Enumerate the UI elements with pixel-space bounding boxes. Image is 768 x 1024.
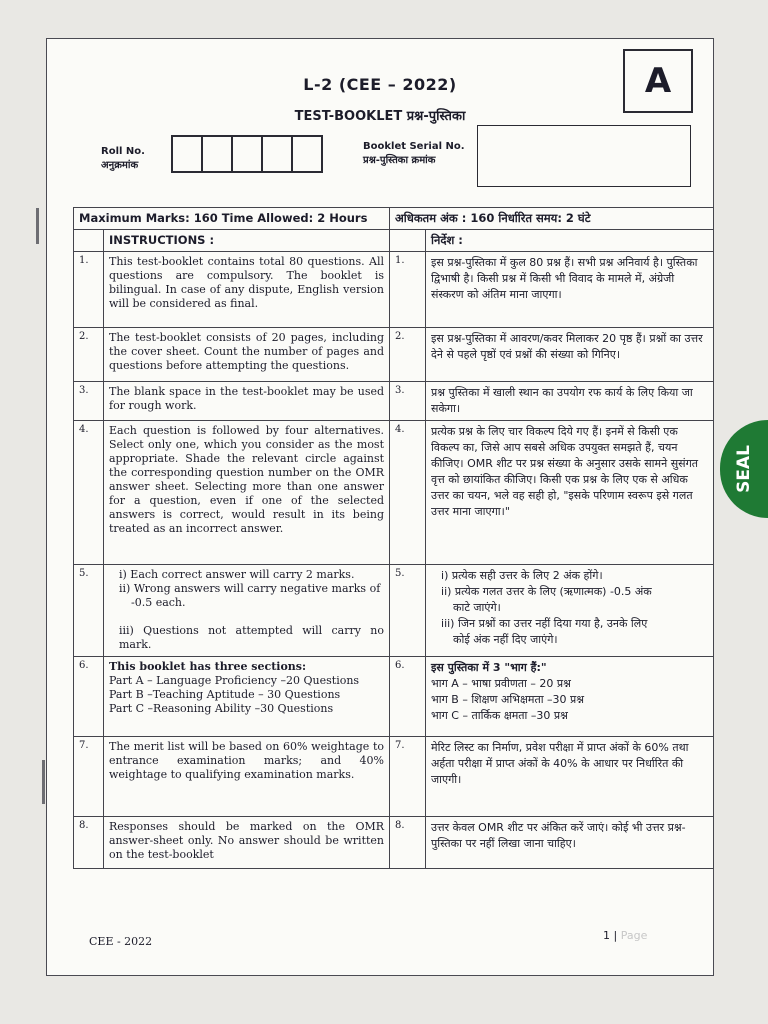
- marks-line: i) प्रत्येक सही उत्तर के लिए 2 अंक होंगे।: [441, 569, 603, 582]
- table-row: [74, 382, 714, 421]
- booklet-set-code: A: [623, 49, 693, 113]
- roll-number-boxes[interactable]: [171, 135, 321, 173]
- table-row: [74, 565, 714, 657]
- marks-line: i) Each correct answer will carry 2 marks.: [119, 568, 355, 581]
- row-number: 3.: [74, 382, 104, 421]
- serial-label-en: Booklet Serial No.: [363, 141, 465, 152]
- instruction-en: The blank space in the test-booklet may be used for rough work.: [104, 382, 390, 421]
- binding-mark: [36, 208, 39, 244]
- booklet-serial-label: [363, 140, 465, 168]
- instruction-en: This test-booklet contains total 80 questions. All questions are compulsory. The booklet is bilingual. In case of any dispute, English version will be considered as final.: [104, 252, 390, 328]
- table-heading-row: [74, 230, 714, 252]
- table-row: [74, 817, 714, 869]
- roll-number-label: [101, 145, 145, 173]
- instruction-hi: उत्तर केवल OMR शीट पर अंकित करें जाएं। कोई भी उत्तर प्रश्न-पुस्तिका पर नहीं लिखा जाना चाहिए।: [426, 817, 714, 869]
- marks-time-en: Maximum Marks: 160 Time Allowed: 2 Hours: [74, 208, 390, 230]
- table-row: [74, 328, 714, 382]
- section-line: Part B –Teaching Aptitude – 30 Questions: [109, 688, 341, 701]
- instruction-en: Responses should be marked on the OMR answer-sheet only. No answer should be written on the test-booklet: [104, 817, 390, 869]
- section-line: भाग A – भाषा प्रवीणता – 20 प्रश्न: [431, 677, 571, 690]
- row-number: 1.: [390, 252, 426, 328]
- section-line: Part C –Reasoning Ability –30 Questions: [109, 702, 334, 715]
- section-line: भाग C – तार्किक क्षमता –30 प्रश्न: [431, 709, 568, 722]
- instruction-hi: प्रत्येक प्रश्न के लिए चार विकल्प दिये गए हैं। इनमें से किसी एक विकल्प का, जिसे आप सबसे अधिक उपयुक्त समझते हैं, चयन कीजिए। OMR शीट पर प्रश्न संख्या के अनुसार उसके सामने सुसंगत वृत्त को छायांकित कीजिए। किसी एक प्रश्न के लिए एक से अधिक उत्तर का चयन, भले वह सही हो, "इसके परिणाम स्वरूप इसे गलत उत्तर माना जाएगा।": [426, 421, 714, 565]
- marks-line: ii) Wrong answers will carry negative marks of: [119, 582, 381, 595]
- section-line: Part A – Language Proficiency –20 Questions: [109, 674, 360, 687]
- marks-line: iii) Questions not attempted will carry no mark.: [119, 624, 385, 651]
- row-number: 4.: [74, 421, 104, 565]
- row-number: 2.: [74, 328, 104, 382]
- page-title: L-2 (CEE – 2022): [303, 75, 457, 94]
- table-row: [74, 421, 714, 565]
- row-number: 2.: [390, 328, 426, 382]
- row-number: 6.: [390, 657, 426, 737]
- instruction-en: [104, 657, 390, 737]
- marks-line: -0.5 each.: [131, 596, 186, 609]
- instruction-en: Each question is followed by four alternatives. Select only one, which you consider as the most appropriate. Shade the relevant circle against the corresponding question number on the OMR answer sheet. Selecting more than one answer for a question, even if one of the selected answers is correct, would result in its being treated as an incorrect answer.: [104, 421, 390, 565]
- instructions-heading-hi: निर्देश :: [426, 230, 714, 252]
- sections-heading: इस पुस्तिका में 3 "भाग हैं:": [431, 661, 547, 674]
- page-number-value: 1 |: [603, 929, 618, 942]
- row-number: 8.: [74, 817, 104, 869]
- footer-exam-code: CEE - 2022: [89, 935, 153, 948]
- instruction-en: The test-booklet consists of 20 pages, including the cover sheet. Count the number of pages and questions before attempting the questions.: [104, 328, 390, 382]
- marks-line: कोई अंक नहीं दिए जाएंगे।: [453, 633, 558, 646]
- instruction-hi: [426, 657, 714, 737]
- roll-digit-box[interactable]: [261, 135, 293, 173]
- roll-label-en: Roll No.: [101, 146, 145, 157]
- marks-line: काटे जाएंगे।: [453, 601, 501, 614]
- binding-mark: [42, 760, 45, 804]
- table-meta-row: [74, 208, 714, 230]
- booklet-cover-sheet: [46, 38, 714, 976]
- row-number: 7.: [74, 737, 104, 817]
- instructions-heading-en: INSTRUCTIONS :: [104, 230, 390, 252]
- test-booklet-subtitle: TEST-BOOKLET प्रश्न-पुस्तिका: [294, 109, 466, 124]
- roll-digit-box[interactable]: [171, 135, 203, 173]
- instruction-hi: मेरिट लिस्ट का निर्माण, प्रवेश परीक्षा में प्राप्त अंकों के 60% तथा अर्हता परीक्षा में प्राप्त अंकों के 40% के आधार पर निर्धारित की जाएगी।: [426, 737, 714, 817]
- page-number-suffix: Page: [620, 929, 648, 942]
- sections-heading: This booklet has three sections:: [109, 660, 307, 673]
- instruction-hi: प्रश्न पुस्तिका में खाली स्थान का उपयोग रफ कार्य के लिए किया जा सकेगा।: [426, 382, 714, 421]
- table-row: [74, 252, 714, 328]
- instruction-hi: [426, 565, 714, 657]
- row-number: 5.: [390, 565, 426, 657]
- serial-label-hi: प्रश्न-पुस्तिका क्रमांक: [363, 155, 436, 166]
- booklet-serial-box[interactable]: [477, 125, 691, 187]
- seal-badge: [720, 420, 768, 518]
- row-number: 8.: [390, 817, 426, 869]
- roll-label-hi: अनुक्रमांक: [101, 160, 139, 171]
- instruction-en: [104, 565, 390, 657]
- table-row: [74, 737, 714, 817]
- roll-digit-box[interactable]: [201, 135, 233, 173]
- instruction-hi: इस प्रश्न-पुस्तिका में कुल 80 प्रश्न हैं। सभी प्रश्न अनिवार्य है। पुस्तिका द्विभाषी है। किसी प्रश्न में किसी भी विवाद के मामले में, अंग्रेजी संस्करण को अंतिम माना जाएगा।: [426, 252, 714, 328]
- row-number: 4.: [390, 421, 426, 565]
- section-line: भाग B – शिक्षण अभिक्षमता –30 प्रश्न: [431, 693, 585, 706]
- marks-line: ii) प्रत्येक गलत उत्तर के लिए (ऋणात्मक) -0.5 अंक: [441, 585, 652, 598]
- marks-time-hi: अधिकतम अंक : 160 निर्धारित समय: 2 घंटे: [390, 208, 714, 230]
- instruction-en: The merit list will be based on 60% weightage to entrance examination marks; and 40% weightage to qualifying examination marks.: [104, 737, 390, 817]
- row-number: 1.: [74, 252, 104, 328]
- row-number: 7.: [390, 737, 426, 817]
- row-number: 6.: [74, 657, 104, 737]
- row-number: 5.: [74, 565, 104, 657]
- roll-digit-box[interactable]: [231, 135, 263, 173]
- instructions-table: [73, 207, 714, 869]
- seal-label: SEAL: [733, 445, 754, 493]
- table-row: [74, 657, 714, 737]
- marks-line: iii) जिन प्रश्नों का उत्तर नहीं दिया गया है, उनके लिए: [441, 617, 648, 630]
- roll-digit-box[interactable]: [291, 135, 323, 173]
- instruction-hi: इस प्रश्न-पुस्तिका में आवरण/कवर मिलाकर 20 पृष्ठ हैं। प्रश्नों का उत्तर देने से पहले पृष्ठों एवं प्रश्नों की संख्या को गिनिए।: [426, 328, 714, 382]
- page-number: [603, 929, 647, 942]
- row-number: 3.: [390, 382, 426, 421]
